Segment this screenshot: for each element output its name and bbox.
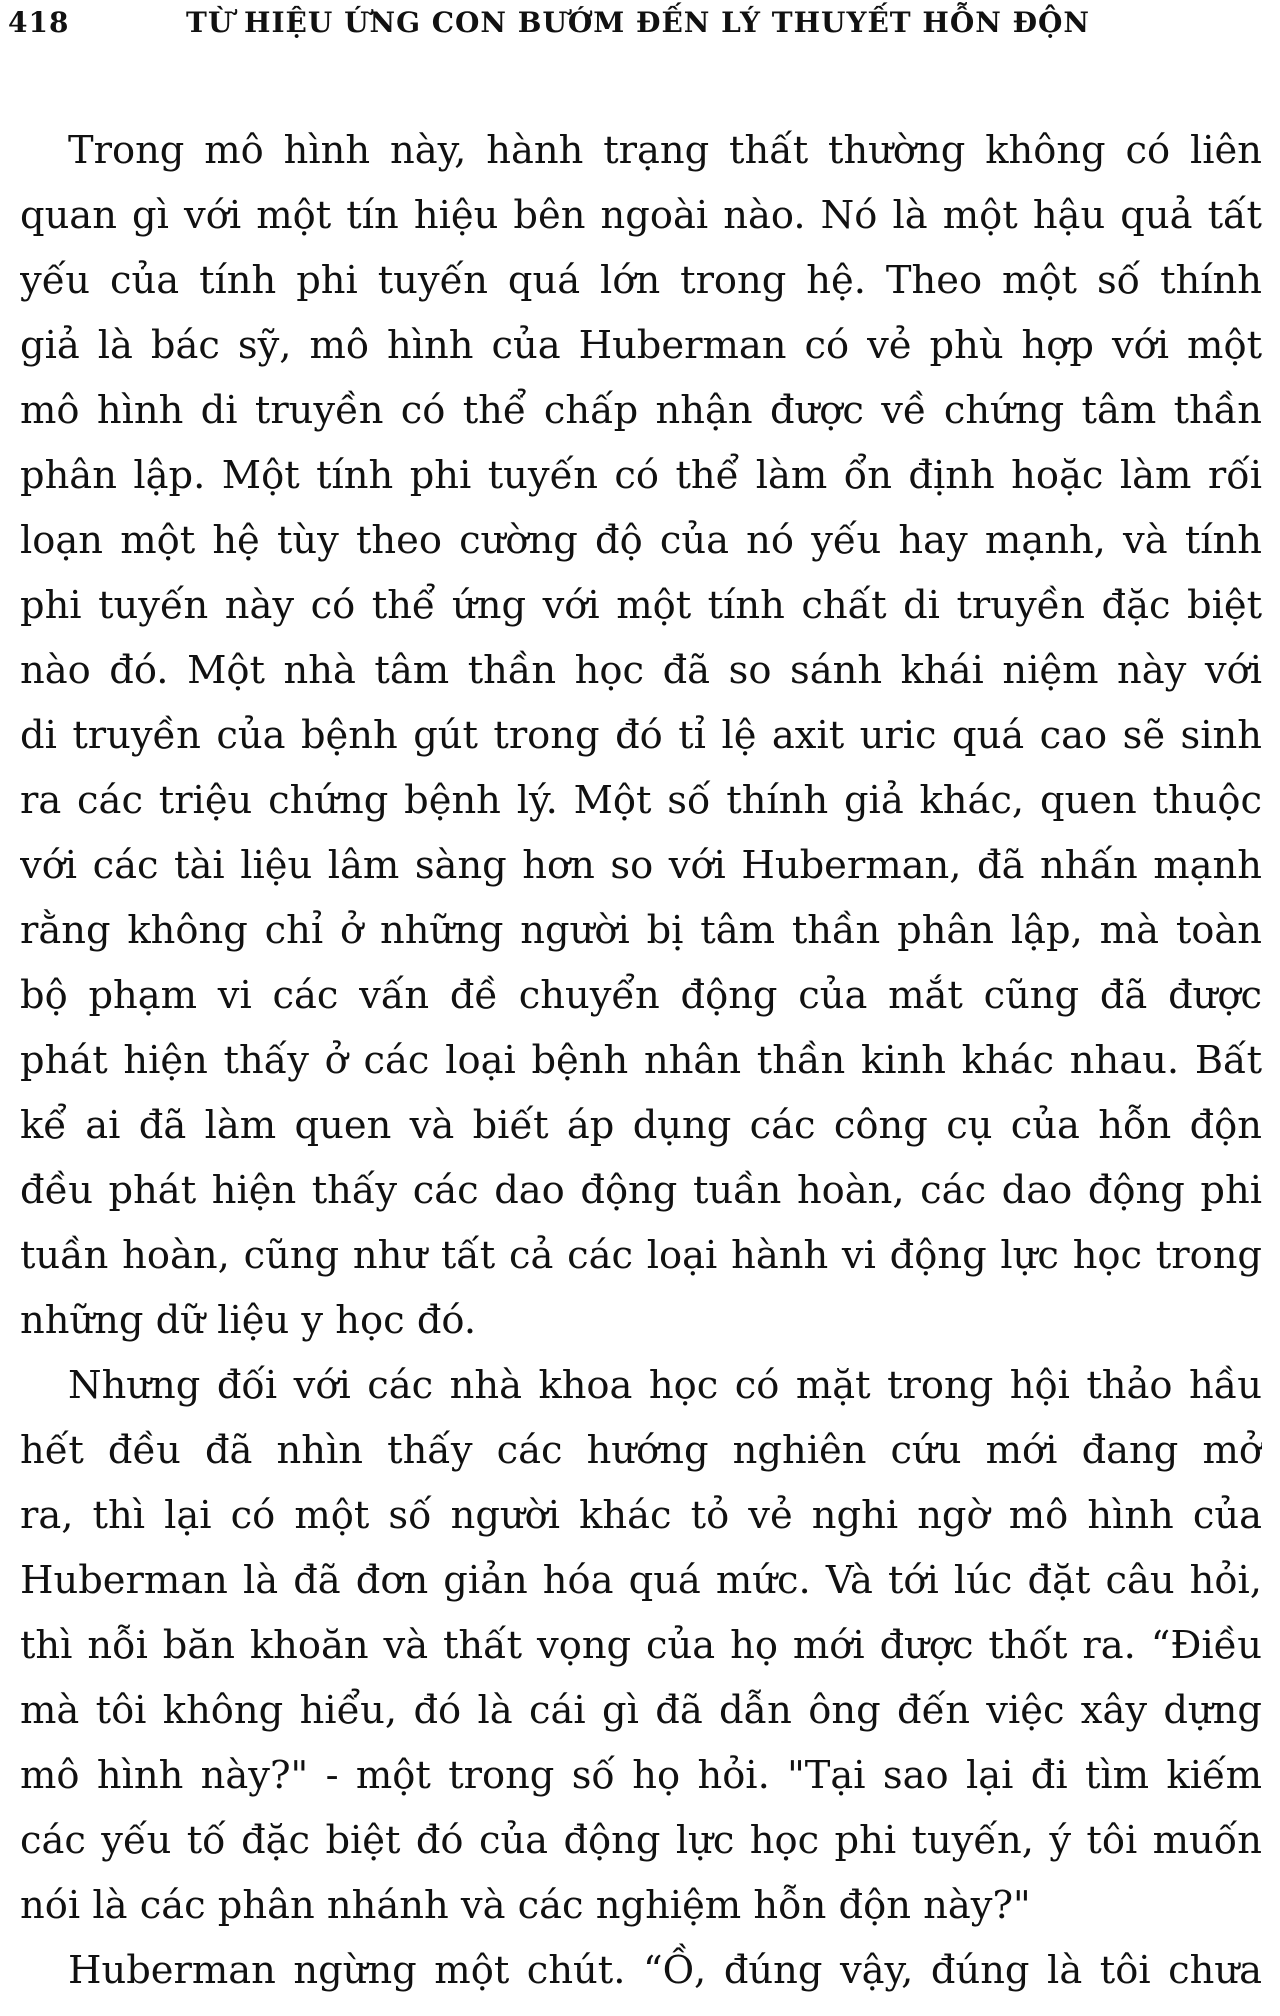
text-line: Huberman là đã đơn giản hóa quá mức. Và tới lúc đặt câu hỏi,: [20, 1558, 1262, 1603]
text-line: hết đều đã nhìn thấy các hướng nghiên cứu mới đang mở: [20, 1428, 1262, 1473]
text-line: những dữ liệu y học đó.: [20, 1298, 477, 1343]
text-line: kể ai đã làm quen và biết áp dụng các công cụ của hỗn độn: [20, 1103, 1262, 1148]
text-line: mô hình này?" - một trong số họ hỏi. "Tại sao lại đi tìm kiếm: [20, 1753, 1262, 1798]
text-line: Huberman ngừng một chút. “Ồ, đúng vậy, đúng là tôi chưa: [68, 1948, 1262, 1993]
text-line: ra các triệu chứng bệnh lý. Một số thính giả khác, quen thuộc: [20, 778, 1262, 823]
chapter-title: TỪ HIỆU ỨNG CON BƯỚM ĐẾN LÝ THUYẾT HỖN ĐỘN: [186, 6, 1091, 39]
text-line: rằng không chỉ ở những người bị tâm thần phân lập, mà toàn: [20, 908, 1262, 953]
text-line: phát hiện thấy ở các loại bệnh nhân thần kinh khác nhau. Bất: [20, 1038, 1262, 1083]
text-line: bộ phạm vi các vấn đề chuyển động của mắt cũng đã được: [20, 973, 1262, 1018]
text-line: loạn một hệ tùy theo cường độ của nó yếu hay mạnh, và tính: [20, 518, 1262, 563]
paragraph-2: [20, 1353, 1262, 1938]
text-line: các yếu tố đặc biệt đó của động lực học phi tuyến, ý tôi muốn: [20, 1818, 1262, 1863]
text-line: phi tuyến này có thể ứng với một tính chất di truyền đặc biệt: [20, 583, 1262, 628]
text-line: nói là các phân nhánh và các nghiệm hỗn độn này?": [20, 1883, 1031, 1928]
text-line: đều phát hiện thấy các dao động tuần hoàn, các dao động phi: [20, 1168, 1262, 1213]
text-line: ra, thì lại có một số người khác tỏ vẻ nghi ngờ mô hình của: [20, 1493, 1262, 1538]
text-line: mà tôi không hiểu, đó là cái gì đã dẫn ông đến việc xây dựng: [20, 1688, 1262, 1733]
text-line: Trong mô hình này, hành trạng thất thường không có liên: [68, 128, 1262, 173]
text-line: quan gì với một tín hiệu bên ngoài nào. Nó là một hậu quả tất: [20, 193, 1262, 238]
text-line: phân lập. Một tính phi tuyến có thể làm ổn định hoặc làm rối: [20, 453, 1262, 498]
text-line: di truyền của bệnh gút trong đó tỉ lệ axit uric quá cao sẽ sinh: [20, 713, 1262, 758]
paragraph-3: [20, 1938, 1262, 2003]
text-line: mô hình di truyền có thể chấp nhận được về chứng tâm thần: [20, 388, 1262, 433]
page-number: 418: [8, 6, 70, 39]
text-line: yếu của tính phi tuyến quá lớn trong hệ. Theo một số thính: [20, 258, 1262, 303]
text-line: thì nỗi băn khoăn và thất vọng của họ mới được thốt ra. “Điều: [20, 1623, 1262, 1668]
text-line: giả là bác sỹ, mô hình của Huberman có vẻ phù hợp với một: [20, 323, 1262, 368]
text-line: với các tài liệu lâm sàng hơn so với Huberman, đã nhấn mạnh: [20, 843, 1262, 888]
body-text: [20, 118, 1262, 2003]
paragraph-1: [20, 118, 1262, 1353]
text-line: nào đó. Một nhà tâm thần học đã so sánh khái niệm này với: [20, 648, 1262, 693]
text-line: tuần hoàn, cũng như tất cả các loại hành vi động lực học trong: [20, 1233, 1262, 1278]
running-header: [8, 6, 1108, 46]
text-line: Nhưng đối với các nhà khoa học có mặt trong hội thảo hầu: [68, 1363, 1262, 1408]
